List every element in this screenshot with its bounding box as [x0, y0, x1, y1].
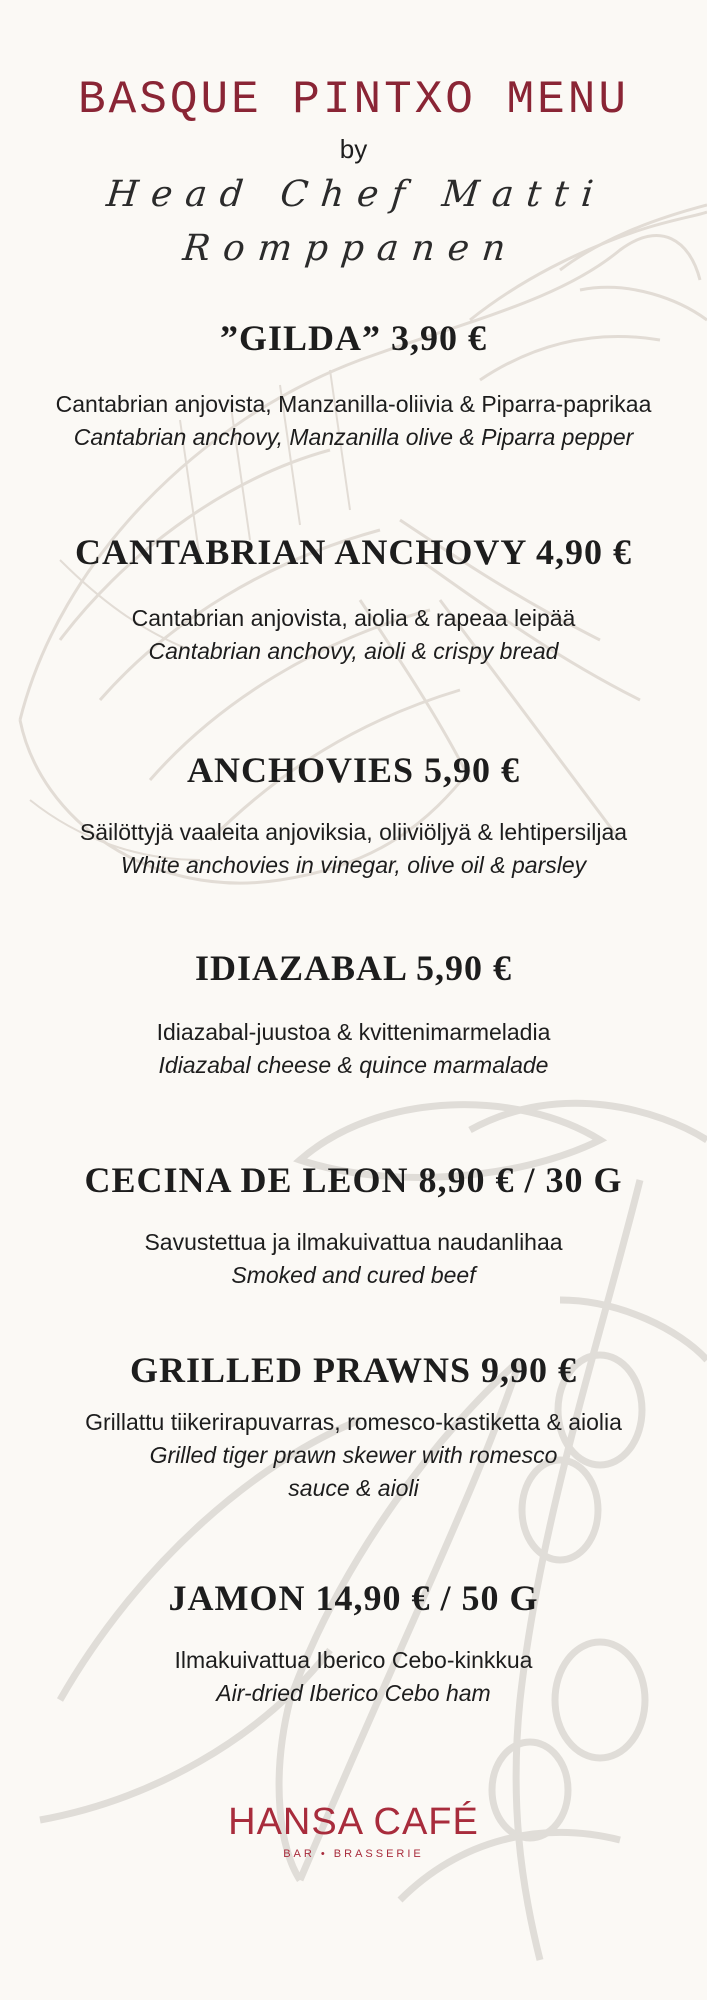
- menu-item-name: GRILLED PRAWNS 9,90 €: [129, 1350, 578, 1390]
- menu-item-description-fi: Savustettua ja ilmakuivattua naudanlihaa: [144, 1229, 563, 1255]
- menu-item-description-en: Smoked and cured beef: [231, 1262, 476, 1288]
- menu-item-name: CANTABRIAN ANCHOVY 4,90 €: [74, 532, 633, 572]
- menu-item-description-fi: Cantabrian anjovista, Manzanilla-oliivia & Piparra-paprikaa: [55, 391, 652, 417]
- menu-item-cecina-de-leon: [0, 1158, 707, 1292]
- menu-item-jamon: [0, 1576, 707, 1710]
- menu-item-description-en: Air-dried Iberico Cebo ham: [216, 1680, 491, 1706]
- menu-item-grilled-prawns: [0, 1348, 707, 1505]
- menu-title: BASQUE PINTXO MENU: [78, 74, 629, 126]
- menu-item-description-fi: Säilöttyjä vaaleita anjoviksia, oliiviöljyä & lehtipersiljaa: [79, 819, 628, 845]
- logo-name: HANSA CAFÉ: [228, 1801, 479, 1843]
- menu-item-name: JAMON 14,90 € / 50 G: [168, 1578, 539, 1618]
- menu-item-description-en: White anchovies in vinegar, olive oil & parsley: [120, 852, 587, 878]
- menu-item-description-en-line2: sauce & aioli: [288, 1475, 419, 1501]
- menu-item-description-en: Cantabrian anchovy, Manzanilla olive & Piparra pepper: [73, 424, 634, 450]
- menu-item-name: ”GILDA” 3,90 €: [219, 318, 488, 358]
- head-chef-name: Head Chef Matti Romppanen: [104, 174, 609, 269]
- menu-item-name: IDIAZABAL 5,90 €: [194, 948, 513, 988]
- menu-item-cantabrian-anchovy: [0, 530, 707, 668]
- menu-item-description-fi: Grillattu tiikerirapuvarras, romesco-kastiketta & aiolia: [85, 1409, 622, 1435]
- menu-item-name: CECINA DE LEON 8,90 € / 30 G: [84, 1160, 623, 1200]
- menu-item-name: ANCHOVIES 5,90 €: [186, 750, 521, 790]
- menu-by-text: by: [339, 134, 368, 164]
- menu-item-description-fi: Ilmakuivattua Iberico Cebo-kinkkua: [174, 1647, 533, 1673]
- menu-item-description-fi: Cantabrian anjovista, aiolia & rapeaa leipää: [131, 605, 576, 631]
- menu-item-gilda: [0, 316, 707, 454]
- menu-item-description-en: Cantabrian anchovy, aioli & crispy bread: [148, 638, 559, 664]
- menu-item-description-fi: Idiazabal-juustoa & kvittenimarmeladia: [156, 1019, 551, 1045]
- logo-subtitle: BAR • BRASSERIE: [283, 1848, 424, 1860]
- menu-item-anchovies: [0, 748, 707, 882]
- menu-item-idiazabal: [0, 946, 707, 1082]
- menu-item-description-en: Idiazabal cheese & quince marmalade: [158, 1052, 549, 1078]
- hansa-cafe-logo: [0, 1800, 707, 1862]
- menu-item-description-en-line1: Grilled tiger prawn skewer with romesco: [149, 1442, 558, 1468]
